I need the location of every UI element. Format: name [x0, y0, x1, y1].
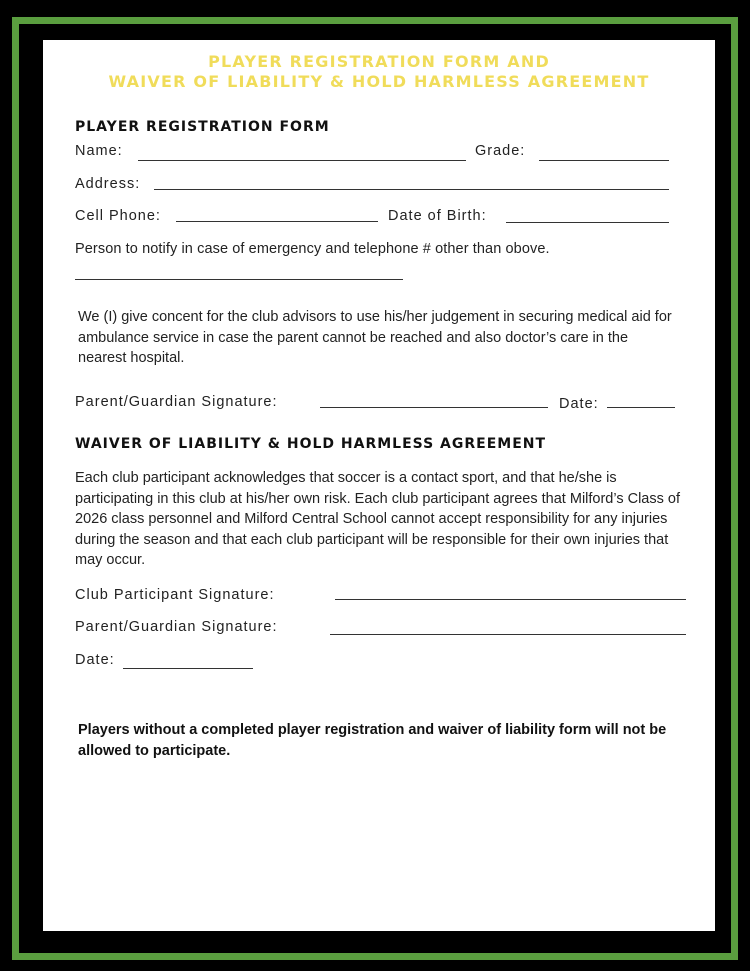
name-label: Name:	[75, 143, 123, 159]
consent-paragraph: We (I) give concent for the club advisors to use his/her judgement in securing medical aid for ambulance service in case the parent cannot be reached and also doctor’s care in the nearest hospital.	[78, 309, 672, 366]
address-field[interactable]	[154, 189, 669, 190]
date-of-birth-label: Date of Birth:	[388, 208, 487, 224]
date-label: Date:	[559, 396, 599, 412]
participation-notice: Players without a completed player registration and waiver of liability form will not be allowed to participate.	[78, 722, 667, 759]
address-label: Address:	[75, 176, 141, 192]
cell-phone-label: Cell Phone:	[75, 208, 161, 224]
form-page	[43, 40, 715, 931]
waiver-parent-signature-field[interactable]	[330, 634, 686, 635]
form-title-line-2: WAIVER OF LIABILITY & HOLD HARMLESS AGREEMENT	[108, 72, 650, 91]
grade-field[interactable]	[539, 160, 669, 161]
waiver-date-field[interactable]	[123, 668, 253, 669]
form-title-line-1: PLAYER REGISTRATION FORM AND	[208, 52, 550, 71]
grade-label: Grade:	[475, 143, 526, 159]
emergency-contact-label: Person to notify in case of emergency and telephone # other than obove.	[75, 241, 550, 257]
parent-signature-label: Parent/Guardian Signature:	[75, 394, 278, 410]
cell-phone-field[interactable]	[176, 221, 378, 222]
name-field[interactable]	[138, 160, 466, 161]
registration-heading: PLAYER REGISTRATION FORM	[75, 119, 330, 135]
waiver-paragraph: Each club participant acknowledges that soccer is a contact sport, and that he/she is participating in this club at his/her own risk. Each club participant agrees that Milford’s Class of 2026 class personnel and Milford Central School cannot accept responsibility for any injuries during the season and that each club participant will be responsible for their own injuries that may occur.	[75, 470, 680, 568]
waiver-heading: WAIVER OF LIABILITY & HOLD HARMLESS AGREEMENT	[75, 436, 547, 452]
waiver-parent-signature-label: Parent/Guardian Signature:	[75, 619, 278, 635]
emergency-contact-field[interactable]	[75, 279, 403, 280]
date-field[interactable]	[607, 407, 675, 408]
waiver-date-label: Date:	[75, 652, 115, 668]
participant-signature-field[interactable]	[335, 599, 686, 600]
date-of-birth-field[interactable]	[506, 222, 669, 223]
parent-signature-field[interactable]	[320, 407, 548, 408]
participant-signature-label: Club Participant Signature:	[75, 587, 275, 603]
